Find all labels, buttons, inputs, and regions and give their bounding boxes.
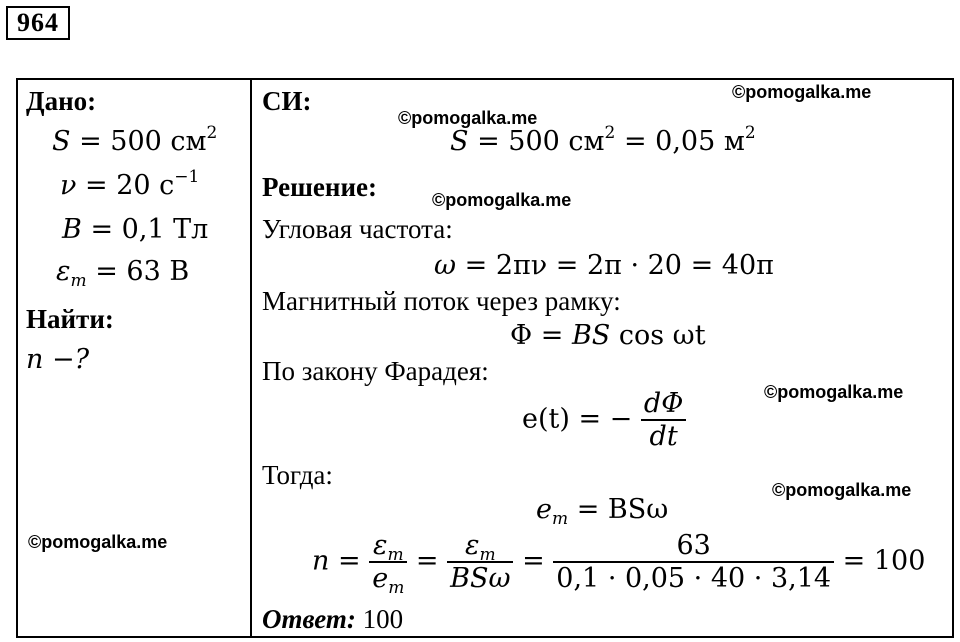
watermark: ©pomogalka.me	[432, 190, 572, 210]
answer: Ответ: 100	[262, 604, 404, 634]
watermark: ©pomogalka.me	[764, 382, 904, 402]
solution-header: Решение:	[262, 172, 377, 202]
em-formula: $e_m = BS\omega$	[536, 494, 669, 529]
find-header: Найти:	[26, 304, 114, 334]
given-emf: $\varepsilon_m = 63$ В	[56, 256, 190, 291]
fraction-emf-bsw: $\frac{\varepsilon_m}{\text{BSω}}$	[447, 530, 513, 594]
fraction-emf-ratio: $\frac{\varepsilon_m}{e_m}$	[369, 530, 407, 594]
angular-formula: ω = 2πν = 2π · 20 = 40π	[434, 250, 774, 281]
flux-formula: Φ = BS cos ωt	[510, 320, 706, 351]
faraday-fraction: $\frac{d\Phi}{dt}$	[641, 388, 686, 452]
angular-label: Угловая частота:	[262, 214, 453, 244]
given-induction: B = 0,1 Тл	[62, 214, 209, 245]
watermark: ©pomogalka.me	[398, 108, 538, 128]
faraday-label: По закону Фарадея:	[262, 356, 489, 386]
given-area: S = 500 $см^2$	[52, 123, 218, 157]
find-value: n −?	[26, 344, 90, 375]
flux-label: Магнитный поток через рамку:	[262, 286, 621, 316]
fraction-numeric: $\frac{63}{0,1 \cdot 0,05 \cdot 40 \cdot 3,14}$	[553, 530, 834, 594]
problem-number: 964	[6, 6, 70, 40]
given-header: Дано:	[26, 86, 97, 116]
watermark: ©pomogalka.me	[28, 532, 168, 552]
column-divider	[250, 78, 252, 638]
si-header: СИ:	[262, 86, 312, 116]
n-formula: n = $\frac{\varepsilon_m}{e_m}$ = $\frac{\varepsilon_m}{\text{BSω}}$ = $\frac{63}{0,1 \cdot 0,05 \cdot 40 \cdot 3,14}$ = 100	[312, 530, 926, 598]
given-frequency: ν = 20 $с^{-1}$	[60, 167, 200, 201]
si-conversion: S = 500 $см^2 = 0,05$ $м^2$	[450, 123, 756, 157]
watermark: ©pomogalka.me	[772, 480, 912, 500]
then-label: Тогда:	[262, 460, 333, 490]
watermark: ©pomogalka.me	[732, 82, 872, 102]
faraday-formula: e(t) = − $\frac{d\Phi}{dt}$	[522, 388, 686, 452]
